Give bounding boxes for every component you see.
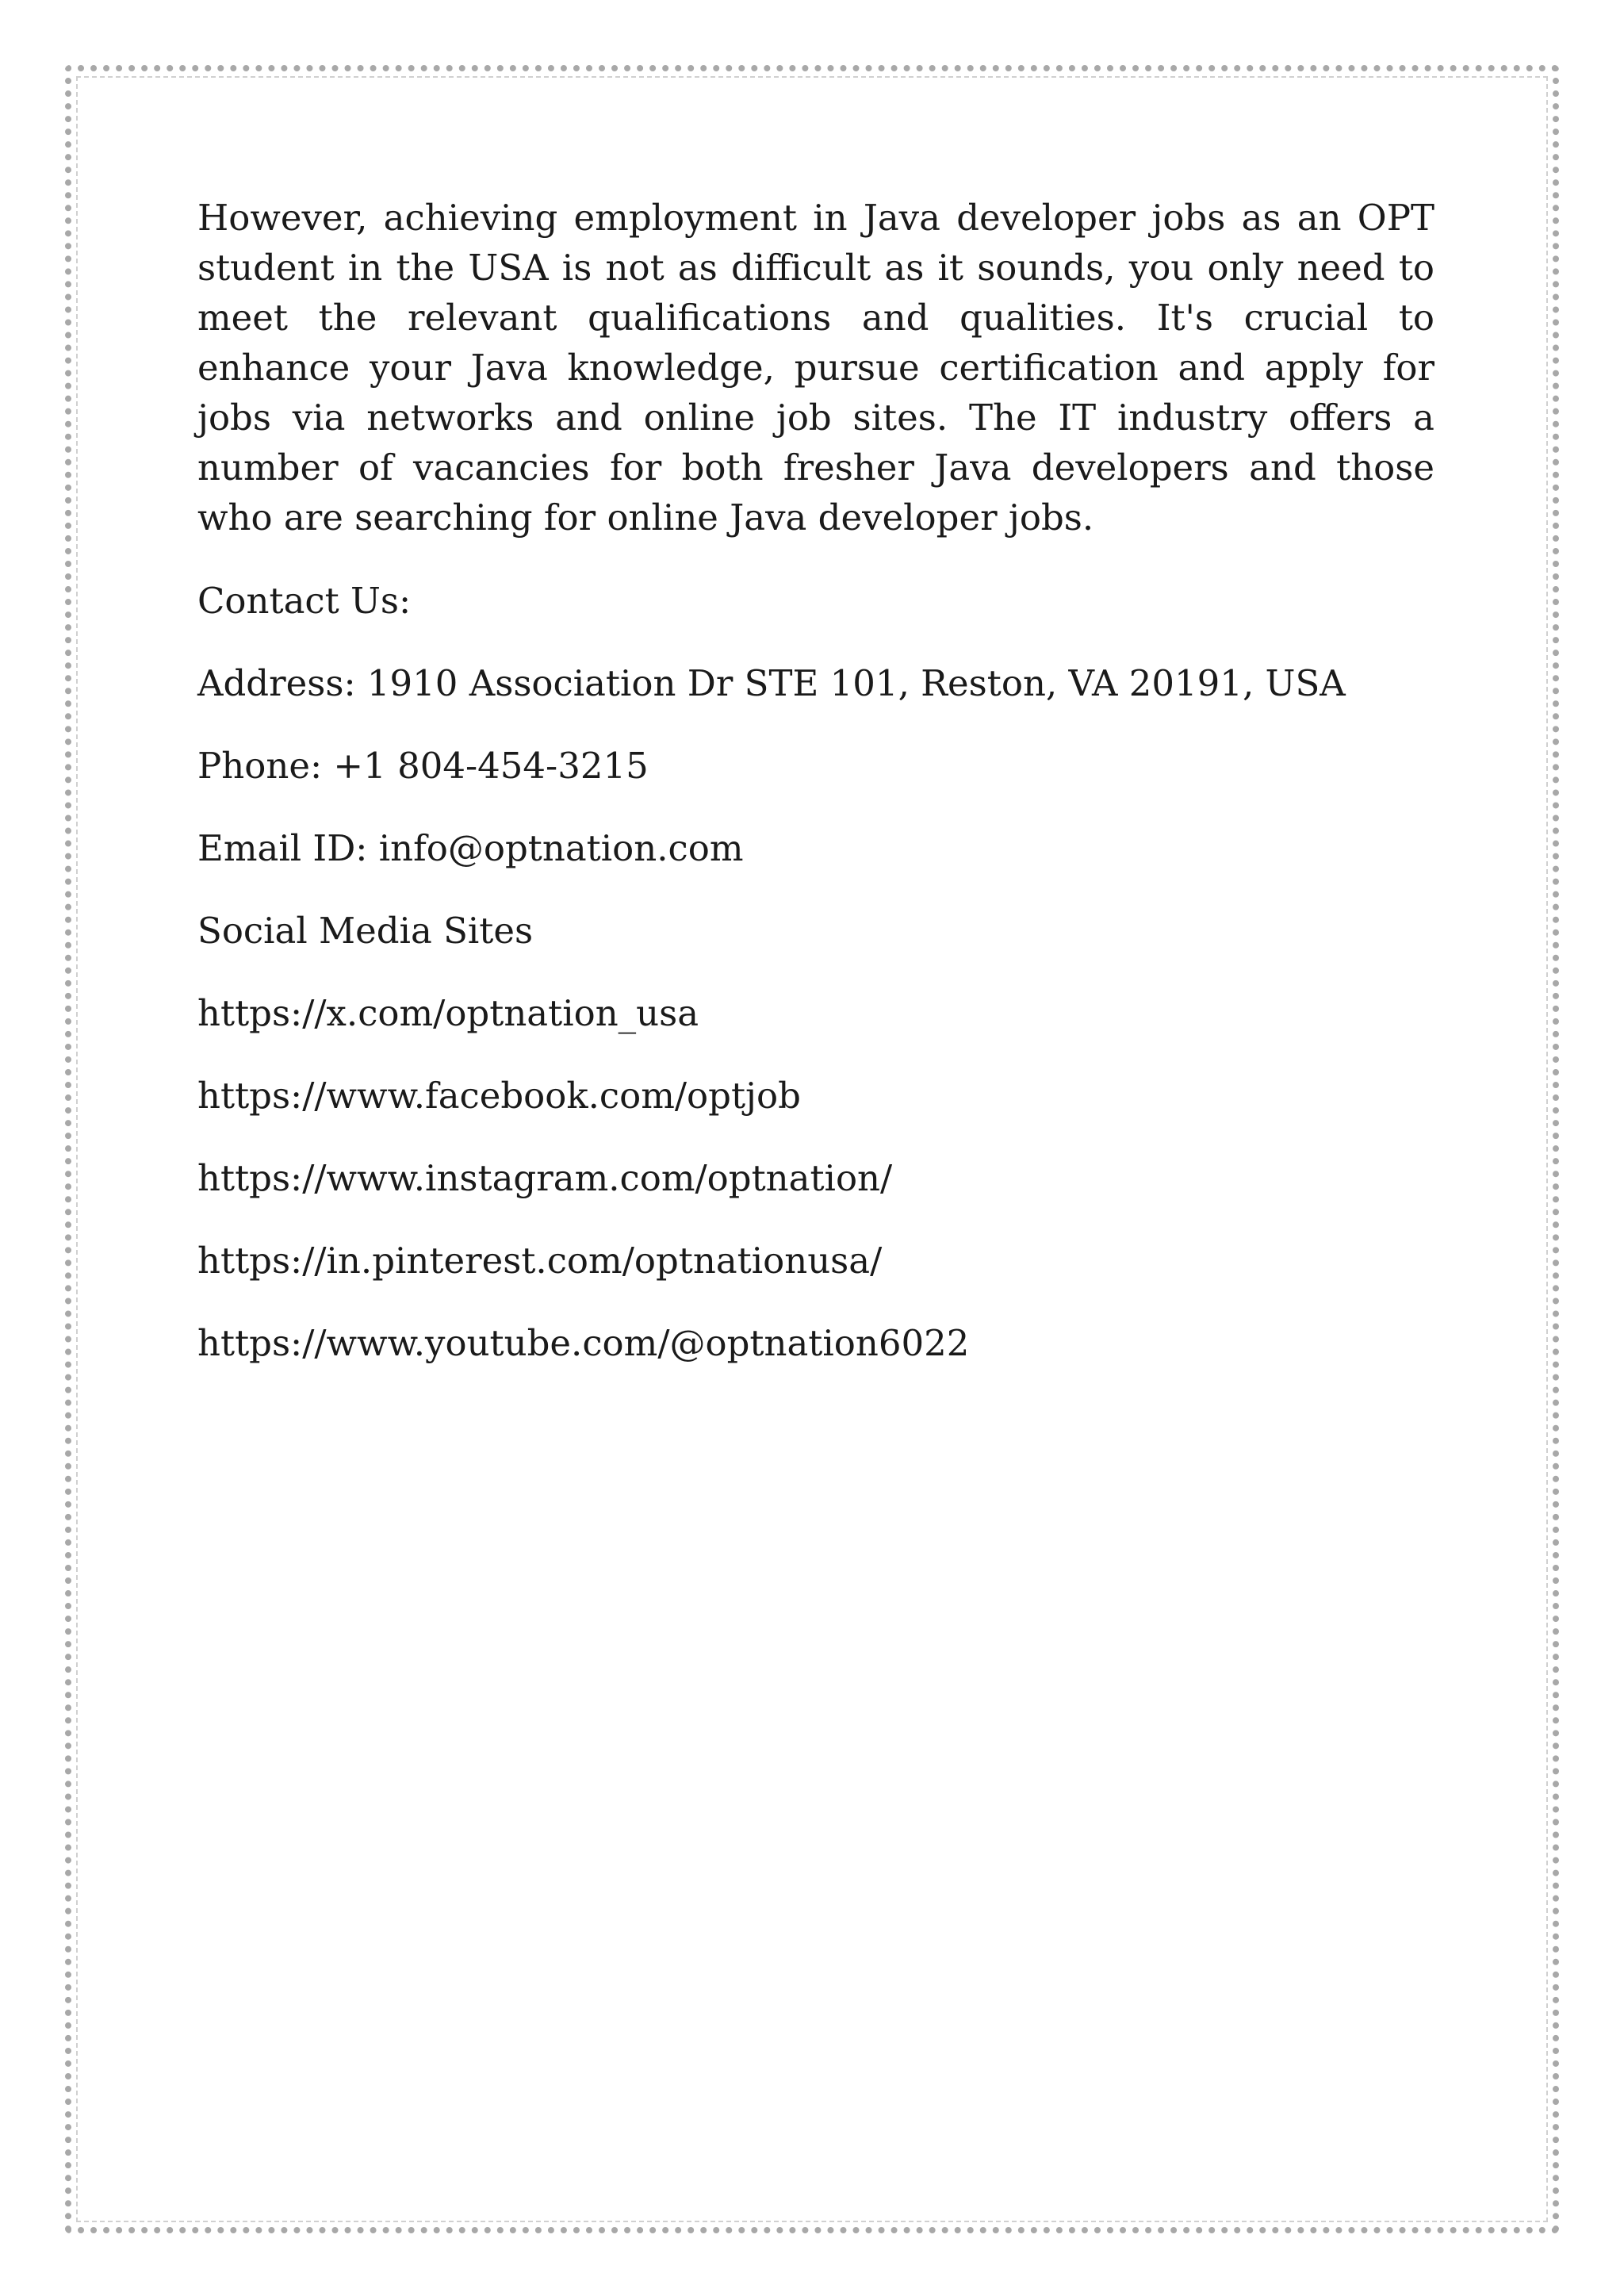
social-link-facebook[interactable]: https://www.facebook.com/optjob: [197, 1075, 801, 1117]
social-link-youtube[interactable]: https://www.youtube.com/@optnation6022: [197, 1322, 970, 1364]
contact-email: Email ID: info@optnation.com: [197, 827, 744, 869]
social-link-x[interactable]: https://x.com/optnation_usa: [197, 992, 699, 1034]
intro-paragraph: However, achieving employment in Java developer jobs as an OPT student in the USA is not as difficult as it sounds, you only need to meet the relevant qualifications and qualities. It's crucial to enhance your Java knowledge, pursue certification and apply for jobs via networks and online job sites. The IT industry offers a number of vacancies for both fresher Java developers and those who are searching for online Java developer jobs.: [197, 197, 1434, 539]
social-link-instagram[interactable]: https://www.instagram.com/optnation/: [197, 1157, 893, 1199]
contact-heading: Contact Us:: [197, 580, 412, 622]
social-heading: Social Media Sites: [197, 910, 534, 952]
social-link-pinterest[interactable]: https://in.pinterest.com/optnationusa/: [197, 1240, 883, 1282]
contact-address: Address: 1910 Association Dr STE 101, Reston, VA 20191, USA: [197, 662, 1346, 704]
document-content: [197, 193, 1434, 1401]
contact-phone: Phone: +1 804-454-3215: [197, 745, 649, 787]
